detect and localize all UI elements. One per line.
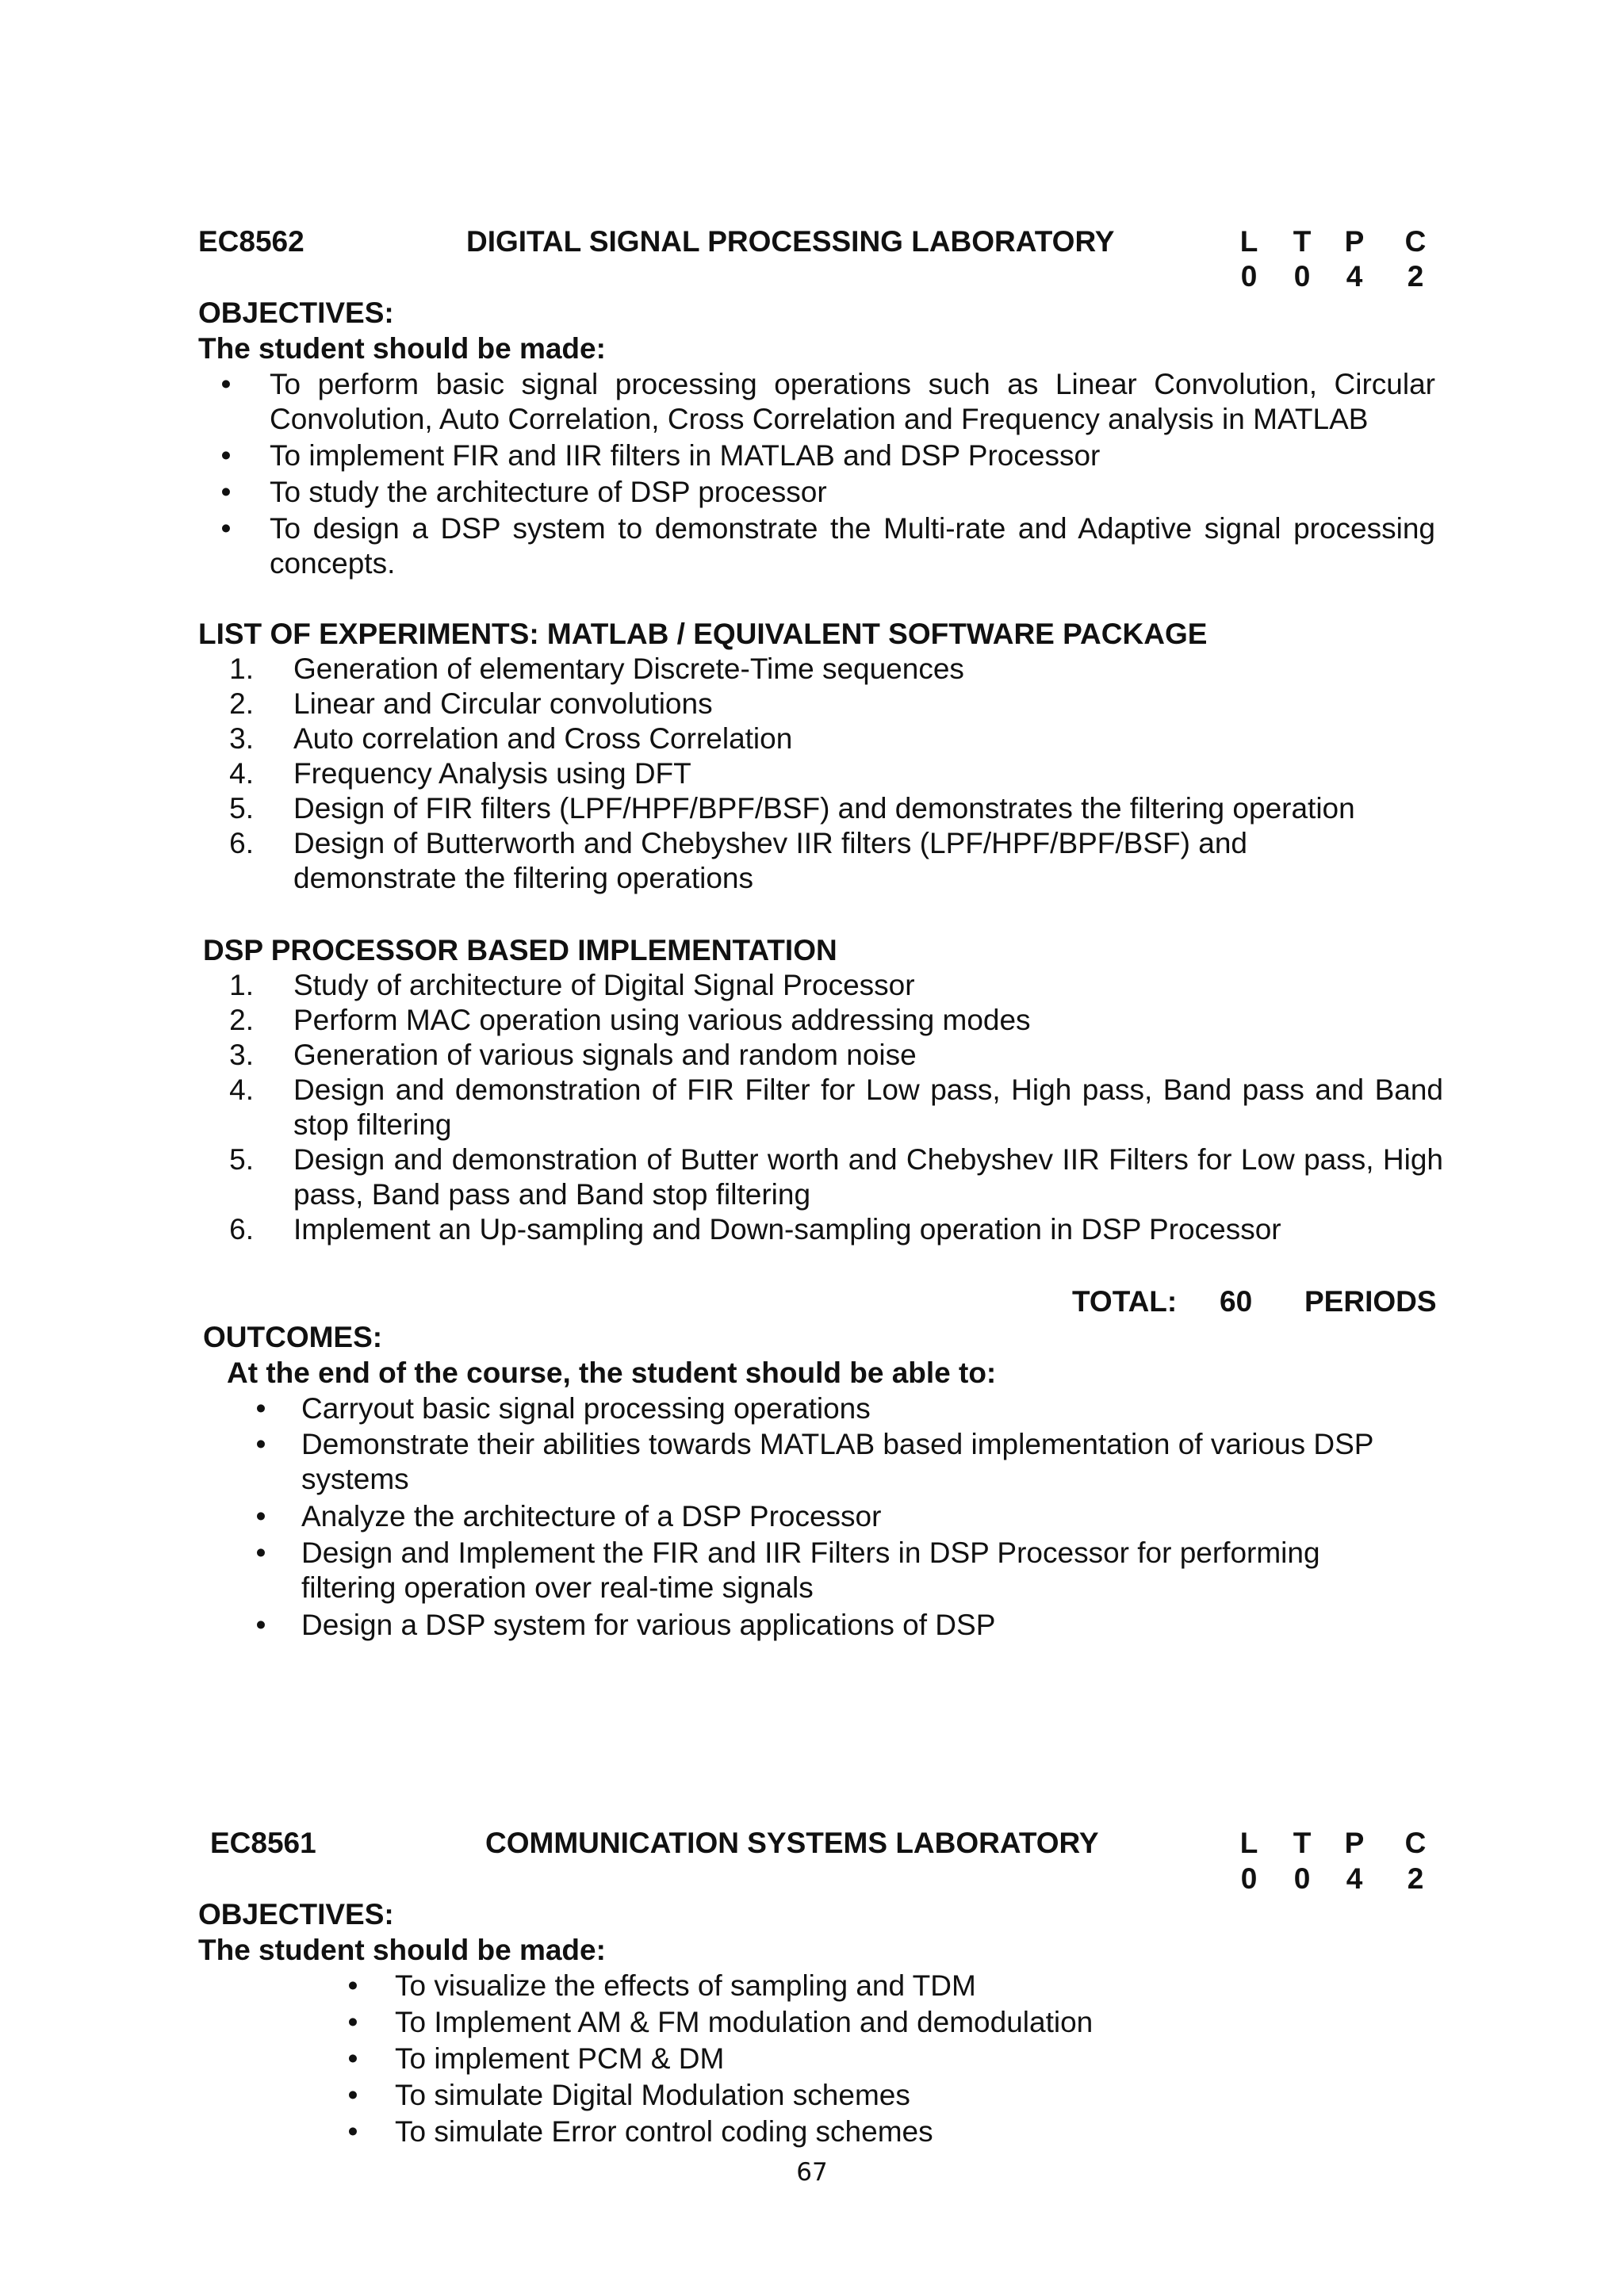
- list-number: 1.: [229, 652, 254, 685]
- ltpc-value-c: 2: [1407, 260, 1424, 293]
- list-number: 5.: [229, 1143, 254, 1176]
- ltpc-label-l: L: [1239, 1827, 1258, 1859]
- bullet-icon: •: [347, 2115, 358, 2148]
- list-item: Design a DSP system for various applications of DSP: [301, 1609, 996, 1641]
- list-item: Carryout basic signal processing operations: [301, 1392, 871, 1425]
- ltpc-value-c: 2: [1407, 1862, 1424, 1895]
- list-item: Design and demonstration of Butter worth and Chebyshev IIR Filters for Low pass, High pass, Band pass and Band stop filtering: [293, 1143, 1443, 1211]
- dsp-heading: DSP PROCESSOR BASED IMPLEMENTATION: [203, 934, 837, 966]
- bullet-icon: •: [347, 2042, 358, 2075]
- outcomes-intro: At the end of the course, the student should be able to:: [227, 1357, 997, 1389]
- objectives-intro: The student should be made:: [198, 332, 606, 365]
- total-unit: PERIODS: [1304, 1285, 1437, 1318]
- list-item: Implement an Up-sampling and Down-sampling operation in DSP Processor: [293, 1213, 1281, 1246]
- list-item: Analyze the architecture of a DSP Processor: [301, 1500, 882, 1533]
- objectives-intro: The student should be made:: [198, 1934, 606, 1966]
- list-item: Auto correlation and Cross Correlation: [293, 722, 793, 755]
- ltpc-label-t: T: [1293, 1827, 1312, 1859]
- list-item: Frequency Analysis using DFT: [293, 757, 691, 790]
- bullet-icon: •: [347, 2079, 358, 2111]
- list-item: To Implement AM & FM modulation and demodulation: [395, 2006, 1094, 2038]
- list-item: Generation of elementary Discrete-Time sequences: [293, 652, 964, 685]
- bullet-icon: •: [220, 439, 232, 472]
- list-item: Design and Implement the FIR and IIR Filters in DSP Processor for performing filtering operation over real-time signals: [301, 1536, 1320, 1604]
- ltpc-label-c: C: [1404, 1827, 1427, 1859]
- bullet-icon: •: [255, 1500, 266, 1533]
- ltpc-value-l: 0: [1240, 1862, 1258, 1895]
- list-number: 1.: [229, 969, 254, 1001]
- list-number: 6.: [229, 827, 254, 859]
- bullet-icon: •: [347, 1969, 358, 2002]
- ltpc-value-p: 4: [1346, 1862, 1363, 1895]
- list-item: Design of Butterworth and Chebyshev IIR filters (LPF/HPF/BPF/BSF) and demonstrate the filtering operations: [293, 827, 1247, 894]
- bullet-icon: •: [255, 1428, 266, 1460]
- course-code: EC8561: [210, 1827, 316, 1859]
- ltpc-value-l: 0: [1240, 260, 1258, 293]
- list-item: Generation of various signals and random noise: [293, 1039, 917, 1071]
- objectives-heading: OBJECTIVES:: [198, 297, 394, 329]
- page-number: 67: [796, 2158, 828, 2187]
- list-item: Perform MAC operation using various addressing modes: [293, 1004, 1031, 1036]
- course-code: EC8562: [198, 225, 304, 258]
- list-number: 4.: [229, 757, 254, 790]
- ltpc-label-p: P: [1344, 1827, 1365, 1859]
- list-number: 4.: [229, 1073, 254, 1106]
- list-item: To perform basic signal processing operations such as Linear Convolution, Circular Convolution, Auto Correlation, Cross Correlation and Frequency analysis in MATLAB: [270, 368, 1435, 435]
- ltpc-label-t: T: [1293, 225, 1312, 258]
- list-item: To study the architecture of DSP processor: [270, 476, 827, 508]
- list-number: 2.: [229, 687, 254, 720]
- list-number: 3.: [229, 722, 254, 755]
- list-number: 3.: [229, 1039, 254, 1071]
- ltpc-value-t: 0: [1293, 1862, 1311, 1895]
- list-number: 6.: [229, 1213, 254, 1246]
- list-item: Design and demonstration of FIR Filter for Low pass, High pass, Band pass and Band stop filtering: [293, 1073, 1443, 1141]
- course-title: COMMUNICATION SYSTEMS LABORATORY: [485, 1827, 1099, 1859]
- bullet-icon: •: [255, 1392, 266, 1425]
- bullet-icon: •: [255, 1609, 266, 1641]
- bullet-icon: •: [255, 1536, 266, 1569]
- list-number: 5.: [229, 792, 254, 825]
- objectives-heading: OBJECTIVES:: [198, 1898, 394, 1931]
- list-item: To simulate Error control coding schemes: [395, 2115, 933, 2148]
- bullet-icon: •: [220, 512, 232, 545]
- list-item: To simulate Digital Modulation schemes: [395, 2079, 910, 2111]
- ltpc-label-p: P: [1344, 225, 1365, 258]
- list-item: Design of FIR filters (LPF/HPF/BPF/BSF) and demonstrates the filtering operation: [293, 792, 1355, 825]
- total-value: 60: [1220, 1285, 1253, 1318]
- bullet-icon: •: [347, 2006, 358, 2038]
- list-item: Demonstrate their abilities towards MATLAB based implementation of various DSP systems: [301, 1428, 1373, 1495]
- list-item: To implement PCM & DM: [395, 2042, 725, 2075]
- list-item: To design a DSP system to demonstrate the Multi-rate and Adaptive signal processing concepts.: [270, 512, 1435, 580]
- ltpc-value-p: 4: [1346, 260, 1363, 293]
- ltpc-label-c: C: [1404, 225, 1427, 258]
- bullet-icon: •: [220, 476, 232, 508]
- ltpc-value-t: 0: [1293, 260, 1311, 293]
- list-number: 2.: [229, 1004, 254, 1036]
- course-title: DIGITAL SIGNAL PROCESSING LABORATORY: [466, 225, 1115, 258]
- list-item: To visualize the effects of sampling and TDM: [395, 1969, 976, 2002]
- ltpc-label-l: L: [1239, 225, 1258, 258]
- list-item: Linear and Circular convolutions: [293, 687, 713, 720]
- list-item: Study of architecture of Digital Signal Processor: [293, 969, 915, 1001]
- outcomes-heading: OUTCOMES:: [203, 1321, 383, 1353]
- list-item: To implement FIR and IIR filters in MATLAB and DSP Processor: [270, 439, 1101, 472]
- matlab-heading: LIST OF EXPERIMENTS: MATLAB / EQUIVALENT SOFTWARE PACKAGE: [198, 618, 1208, 650]
- bullet-icon: •: [220, 368, 232, 400]
- total-label: TOTAL:: [1072, 1285, 1178, 1318]
